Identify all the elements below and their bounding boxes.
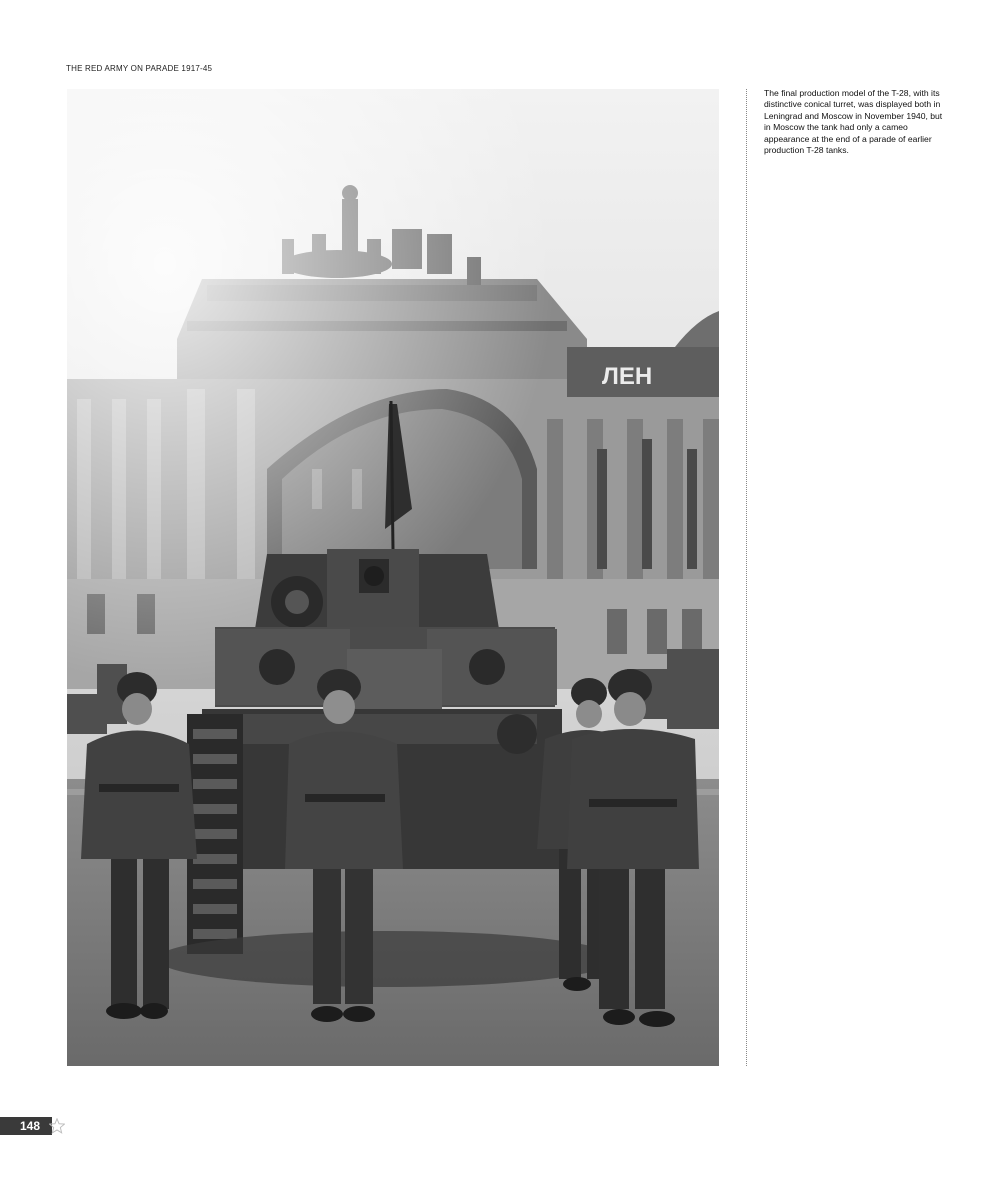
- star-icon: [49, 1118, 65, 1134]
- archival-photograph: [67, 89, 719, 1066]
- page-number: 148: [0, 1117, 52, 1135]
- photo-caption: The final production model of the T-28, with its distinctive conical turret, was displayed both in Leningrad and Moscow in November 1940, but in Moscow the tank had only a cameo appearance at the end of a parade of earlier production T-28 tanks.: [764, 88, 943, 156]
- running-title: THE RED ARMY ON PARADE 1917-45: [66, 64, 213, 73]
- column-divider: [746, 89, 747, 1066]
- photo-illustration: [67, 89, 719, 1066]
- page-folio: [0, 1117, 65, 1135]
